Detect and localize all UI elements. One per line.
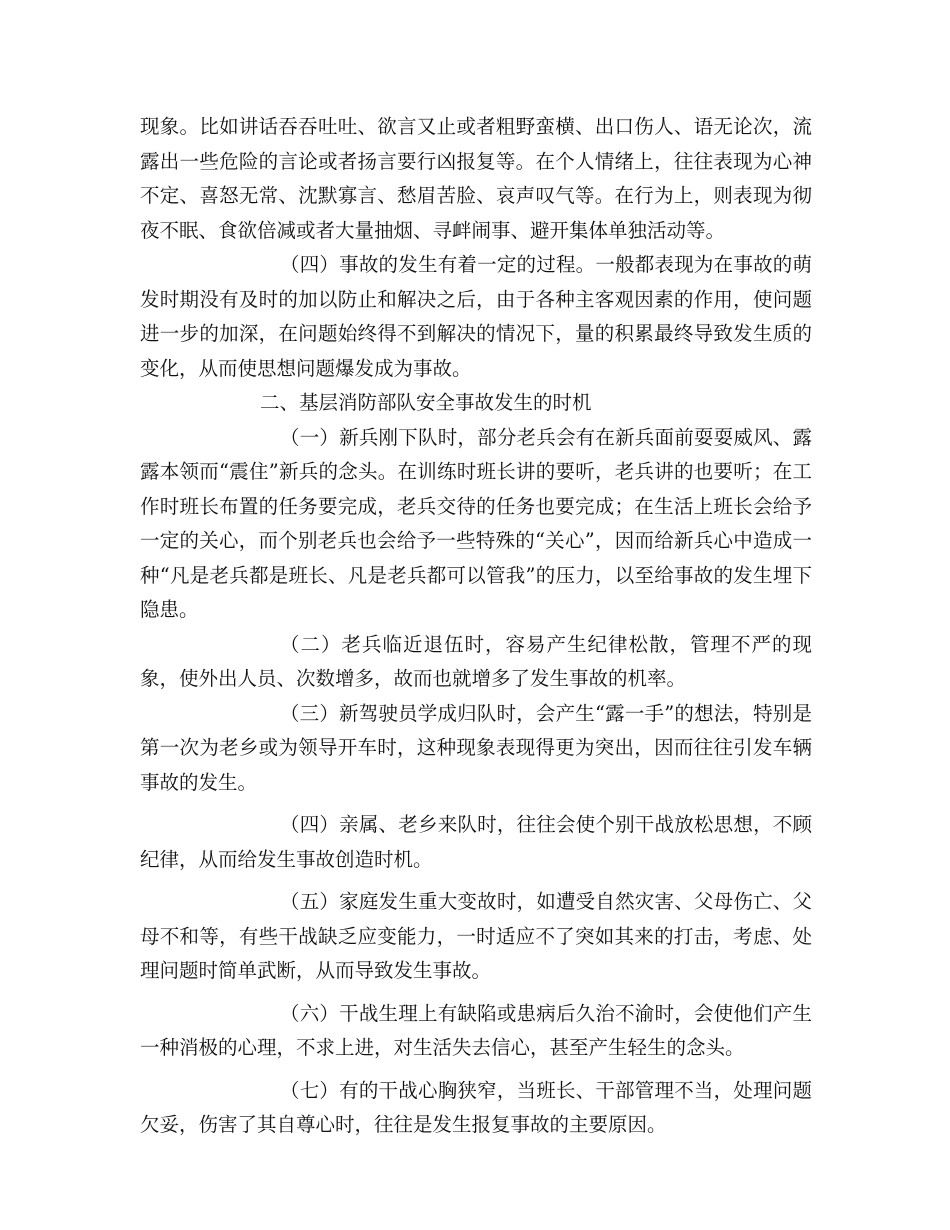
paragraph-point-four: （四）事故的发生有着一定的过程。一般都表现为在事故的萌发时期没有及时的加以防止和解决之后，由于各种主客观因素的作用，使问题进一步的加深，在问题始终得不到解决的情况下，量的积累最终导致发生质的变化，从而使思想问题爆发成为事故。 [140, 253, 812, 380]
section-heading: 二、基层消防部队安全事故发生的时机 [260, 391, 592, 414]
document-page [140, 110, 812, 1143]
list-item: （七）有的干战心胸狭窄，当班长、干部管理不当，处理问题欠妥，伤害了其自尊心时，往往是发生报复事故的主要原因。 [140, 1078, 812, 1136]
paragraph-gap [140, 877, 812, 885]
paragraph-gap [140, 800, 812, 808]
list-item: （六）干战生理上有缺陷或患病后久治不渝时，会使他们产生一种消极的心理，不求上进，对生活失去信心，甚至产生轻生的念头。 [140, 1001, 812, 1059]
paragraph-intro: 现象。比如讲话吞吞吐吐、欲言又止或者粗野蛮横、出口伤人、语无论次，流露出一些危险的言论或者扬言要行凶报复等。在个人情绪上，往往表现为心神不定、喜怒无常、沈默寡言、愁眉苦脸、哀声叹气等。在行为上，则表现为彻夜不眠、食欲倍减或者大量抽烟、寻衅闹事、避开集体单独活动等。 [140, 115, 812, 242]
list-item: （三）新驾驶员学成归队时，会产生“露一手”的想法，特别是第一次为老乡或为领导开车时，这种现象表现得更为突出，因而往往引发车辆事故的发生。 [140, 701, 812, 794]
list-item: （四）亲属、老乡来队时，往往会使个别干战放松思想，不顾纪律，从而给发生事故创造时机。 [140, 813, 812, 871]
list-item: （一）新兵刚下队时，部分老兵会有在新兵面前耍耍威风、露露本领而“震住”新兵的念头。在训练时班长讲的要听，老兵讲的也要听；在工作时班长布置的任务要完成，老兵交待的任务也要完成；在生活上班长会给予一定的关心，而个别老兵也会给予一些特殊的“关心”，因而给新兵心中造成一种“凡是老兵都是班长、凡是老兵都可以管我”的压力，以至给事故的发生埋下隐患。 [140, 425, 812, 621]
paragraph-gap [140, 989, 812, 997]
list-item: （二）老兵临近退伍时，容易产生纪律松散，管理不严的现象，使外出人员、次数增多，故而也就增多了发生事故的机率。 [140, 632, 812, 690]
paragraph-gap [140, 1066, 812, 1074]
list-item: （五）家庭发生重大变故时，如遭受自然灾害、父母伤亡、父母不和等，有些干战缺乏应变能力，一时适应不了突如其来的打击，考虑、处理问题时简单武断，从而导致发生事故。 [140, 890, 812, 982]
